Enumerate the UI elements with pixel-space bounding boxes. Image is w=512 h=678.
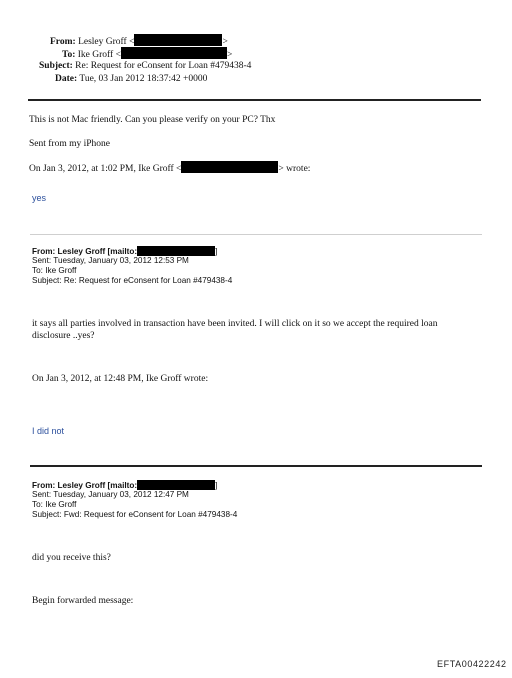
signature-line: Sent from my iPhone bbox=[29, 139, 111, 149]
quote2-subject: Subject: Fwd: Request for eConsent for Loan #479438-4 bbox=[32, 510, 238, 519]
message-line: disclosure ..yes? bbox=[32, 331, 95, 341]
quote1-to: To: Ike Groff bbox=[32, 266, 77, 275]
document-id: EFTA00422242 bbox=[437, 659, 507, 669]
redaction-block bbox=[137, 246, 215, 256]
reply-did-not: I did not bbox=[32, 426, 65, 436]
wrote-line: On Jan 3, 2012, at 12:48 PM, Ike Groff wrote: bbox=[32, 374, 209, 384]
quote1-from: From: Lesley Groff [mailto: ] bbox=[32, 247, 218, 256]
date-label: Date: bbox=[55, 74, 78, 84]
redaction-block bbox=[134, 34, 222, 46]
message-line: it says all parties involved in transaction have been invited. I will click on it so we accept the required loan bbox=[32, 319, 438, 329]
to-label: To: bbox=[62, 50, 76, 60]
message-line: This is not Mac friendly. Can you please verify on your PC? Thx bbox=[29, 115, 276, 125]
subject-value: Re: Request for eConsent for Loan #479438-4 bbox=[75, 61, 252, 71]
header-subject bbox=[39, 60, 251, 72]
message-line: did you receive this? bbox=[32, 553, 111, 563]
header-to: To: Ike Groff < > bbox=[62, 47, 232, 61]
redaction-block bbox=[137, 480, 215, 490]
from-label: From: bbox=[50, 37, 76, 47]
quote2-to: To: Ike Groff bbox=[32, 500, 77, 509]
subject-label: Subject: bbox=[39, 61, 73, 71]
quote2-from: From: Lesley Groff [mailto: ] bbox=[32, 481, 218, 490]
from-value: Lesley Groff < bbox=[78, 37, 135, 47]
message-line: Begin forwarded message: bbox=[32, 596, 134, 606]
redaction-block bbox=[181, 161, 278, 173]
quote1-subject: Subject: Re: Request for eConsent for Loan #479438-4 bbox=[32, 276, 233, 285]
header-divider bbox=[28, 99, 481, 101]
date-value: Tue, 03 Jan 2012 18:37:42 +0000 bbox=[79, 74, 208, 84]
quote2-sent: Sent: Tuesday, January 03, 2012 12:47 PM bbox=[32, 490, 189, 499]
quote-divider bbox=[30, 465, 482, 467]
to-value: Ike Groff < bbox=[77, 50, 121, 60]
header-from: From: Lesley Groff < > bbox=[50, 34, 228, 48]
quote-divider bbox=[30, 234, 482, 235]
wrote-line: On Jan 3, 2012, at 1:02 PM, Ike Groff < > wrote: bbox=[29, 161, 310, 175]
redaction-block bbox=[121, 47, 227, 59]
quote1-sent: Sent: Tuesday, January 03, 2012 12:53 PM bbox=[32, 256, 189, 265]
header-date bbox=[55, 73, 207, 85]
reply-yes: yes bbox=[32, 193, 47, 203]
